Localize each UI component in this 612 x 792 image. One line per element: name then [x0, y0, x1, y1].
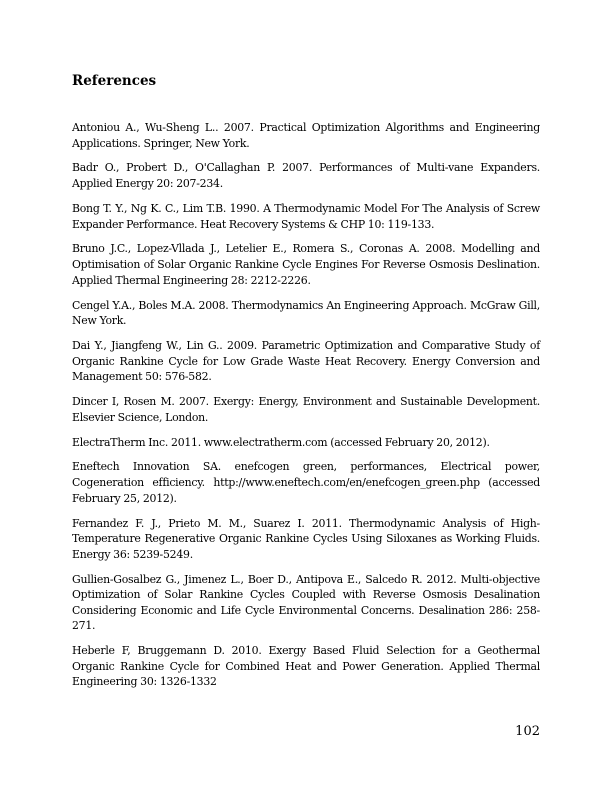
reference-entry: Bruno J.C., Lopez-Vllada J., Letelier E., Romera S., Coronas A. 2008. Modelling and Optimisation of Solar Organic Rankine Cycle Engines For Reverse Osmosis Deslination. Applied Thermal Engineering 28: 2212-2226. [72, 242, 540, 287]
reference-entry: Cengel Y.A., Boles M.A. 2008. Thermodynamics An Engineering Approach. McGraw Gill, New York. [72, 298, 540, 328]
reference-entry: ElectraTherm Inc. 2011. www.electratherm.com (accessed February 20, 2012). [72, 435, 490, 449]
reference-entry: Dincer I, Rosen M. 2007. Exergy: Energy, Environment and Sustainable Development. Elsevier Science, London. [72, 395, 540, 424]
reference-entry: Antoniou A., Wu-Sheng L.. 2007. Practical Optimization Algorithms and Engineering Applications. Springer, New York. [72, 121, 540, 150]
reference-entry: Fernandez F. J., Prieto M. M., Suarez I. 2011. Thermodynamic Analysis of High-Temperature Regenerative Organic Rankine Cycles Using Siloxanes as Working Fluids. Energy 36: 5239-5249. [72, 516, 540, 561]
reference-entry: Badr O., Probert D., O'Callaghan P. 2007. Performances of Multi-vane Expanders. Applied Energy 20: 207-234. [72, 161, 540, 191]
reference-entry: Gullien-Gosalbez G., Jimenez L., Boer D., Antipova E., Salcedo R. 2012. Multi-objective Optimization of Solar Rankine Cycles Coupled with Reverse Osmosis Desalination Considering Economic and Life Cycle Environmental Concerns. Desalination 286: 258-271. [72, 572, 540, 633]
reference-entry: Eneftech Innovation SA. enefcogen green, performances, Electrical power, Cogeneration efficiency. http://www.eneftech.com/en/enefcogen_green.php (accessed February 25, 2012). [72, 460, 540, 505]
reference-list [72, 120, 540, 699]
page-number: 102 [515, 724, 540, 739]
reference-entry: Dai Y., Jiangfeng W., Lin G.. 2009. Parametric Optimization and Comparative Study of Organic Rankine Cycle for Low Grade Waste Heat Recovery. Energy Conversion and Management 50: 576-582. [72, 339, 540, 384]
reference-entry: Heberle F, Bruggemann D. 2010. Exergy Based Fluid Selection for a Geothermal Organic Rankine Cycle for Combined Heat and Power Generation. Applied Thermal Engineering 30: 1326-1332 [72, 644, 540, 689]
reference-entry: Bong T. Y., Ng K. C., Lim T.B. 1990. A Thermodynamic Model For The Analysis of Screw Expander Performance. Heat Recovery Systems & CHP 10: 119-133. [72, 201, 540, 231]
section-heading: References [72, 73, 157, 89]
